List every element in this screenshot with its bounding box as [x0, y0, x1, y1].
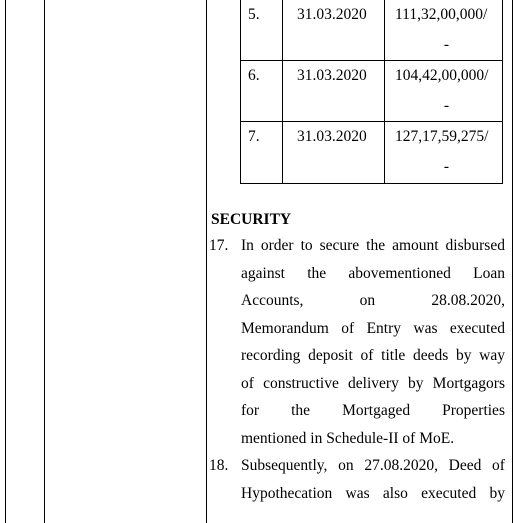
amount-line-1: 111,32,00,000/: [395, 6, 488, 23]
paragraph-18: [207, 452, 505, 507]
paragraph-number: 17.: [209, 237, 229, 254]
paragraph-line: Hypothecation was also executed by: [241, 484, 505, 502]
paragraph-line: for the Mortgaged Properties: [241, 402, 505, 419]
row-amount: [385, 0, 503, 61]
paragraph-line: In order to secure the amount disbursed: [241, 237, 505, 254]
section-heading: SECURITY: [211, 211, 292, 228]
row-date: 31.03.2020: [283, 122, 385, 184]
paragraph-line: recording deposit of title deeds by way: [241, 347, 505, 364]
table-row: [241, 61, 503, 122]
row-number: 7.: [241, 122, 283, 184]
amount-line-2: -: [443, 158, 450, 175]
paragraph-line: Subsequently, on 27.08.2020, Deed of: [241, 457, 505, 474]
table-row: [241, 0, 503, 61]
amount-line-2: -: [443, 36, 450, 53]
paragraph-line: Memorandum of Entry was executed: [241, 319, 505, 337]
paragraph-line: of constructive delivery by Mortgagors: [241, 374, 505, 392]
amount-line-1: 127,17,59,275/: [395, 128, 489, 145]
loan-table: [240, 0, 503, 184]
row-amount: [385, 122, 503, 184]
column-border-left: [5, 0, 6, 523]
row-date: 31.03.2020: [283, 0, 385, 61]
row-amount: [385, 61, 503, 122]
paragraph-17: [207, 232, 505, 452]
security-section: [207, 200, 505, 507]
amount-line-2: -: [443, 97, 450, 114]
paragraph-number: 18.: [209, 457, 229, 474]
row-number: 5.: [241, 0, 283, 61]
row-number: 6.: [241, 61, 283, 122]
row-date: 31.03.2020: [283, 61, 385, 122]
paragraph-line: Accounts, on 28.08.2020,: [241, 292, 505, 309]
paragraph-line: mentioned in Schedule-II of MoE.: [241, 429, 455, 447]
amount-line-1: 104,42,00,000/: [395, 67, 489, 84]
table-row: [241, 122, 503, 184]
paragraph-line: against the abovementioned Loan: [241, 264, 505, 282]
column-border-2: [44, 0, 45, 523]
